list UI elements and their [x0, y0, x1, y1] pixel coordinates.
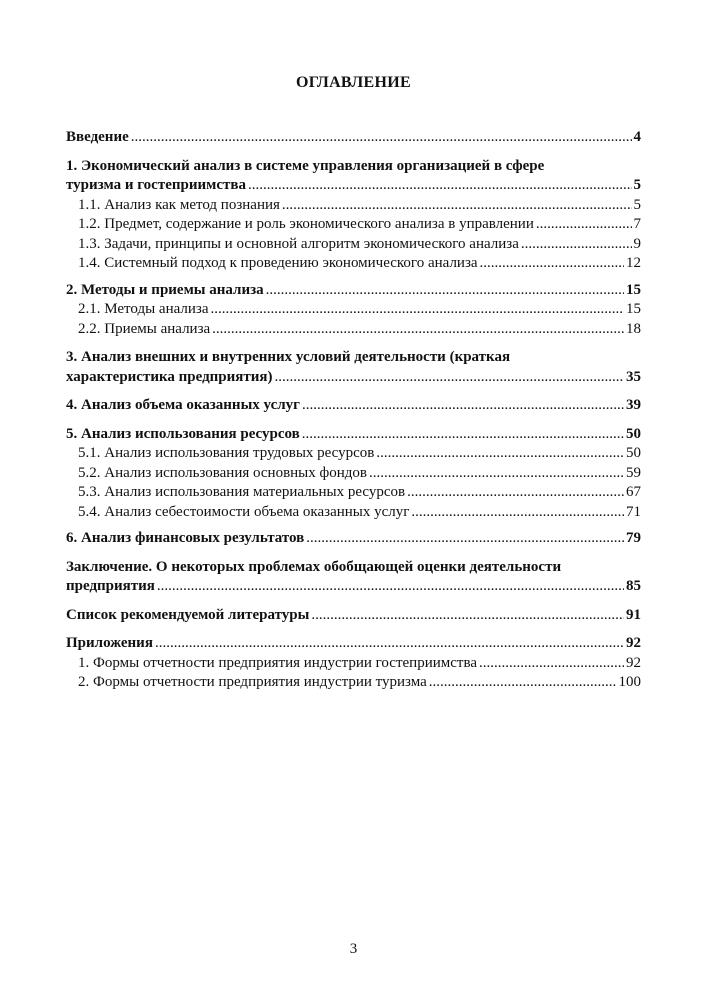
- toc-entry-title: 1. Формы отчетности предприятия индустрии гостеприимства: [78, 654, 477, 671]
- toc-entry-title-line1: 3. Анализ внешних и внутренних условий деятельности (краткая: [66, 349, 511, 365]
- dot-leader: [155, 634, 624, 654]
- dot-leader: [266, 281, 624, 301]
- dot-leader: [275, 368, 624, 388]
- toc-entry-page: 59: [626, 464, 641, 481]
- toc-entry-page: 50: [626, 445, 641, 461]
- toc-entry-page: 4: [633, 129, 641, 145]
- toc-entry-page: 79: [626, 530, 641, 546]
- toc-entry-title: 6. Анализ финансовых результатов: [66, 530, 305, 546]
- toc-entry-section-1-3[interactable]: [66, 235, 641, 255]
- toc-entry-page: 92: [626, 654, 641, 671]
- toc-entry-page: 39: [626, 397, 641, 413]
- toc-entry-page: 35: [626, 368, 641, 385]
- dot-leader: [407, 483, 624, 503]
- toc-entry-title: 5.1. Анализ использования трудовых ресурсов: [78, 445, 375, 461]
- toc-entry-title: 4. Анализ объема оказанных услуг: [66, 397, 300, 413]
- toc-entry-title: 5.2. Анализ использования основных фондов: [78, 464, 367, 481]
- toc-entry-title: туризма и гостеприимства: [66, 177, 246, 193]
- toc-entry-title: 1.3. Задачи, принципы и основной алгоритм экономического анализа: [78, 235, 519, 252]
- toc-entry-chapter-1[interactable]: [66, 157, 641, 196]
- toc-entry-chapter-6[interactable]: [66, 529, 641, 549]
- dot-leader: [157, 577, 624, 597]
- dot-leader: [306, 529, 624, 549]
- toc-entry-page: 5: [633, 196, 641, 213]
- toc-entry-page: 71: [626, 503, 641, 520]
- toc-entry-title: 1.1. Анализ как метод познания: [78, 196, 280, 213]
- toc-entry-title: 5. Анализ использования ресурсов: [66, 425, 300, 442]
- dot-leader: [369, 464, 624, 484]
- toc-entry-section-5-4[interactable]: [66, 503, 641, 523]
- toc-entry-page: 15: [626, 281, 641, 298]
- toc-entry-title: Введение: [66, 129, 129, 145]
- dot-leader: [479, 654, 624, 674]
- toc-entry-title: Список рекомендуемой литературы: [66, 606, 310, 623]
- toc-entry-chapter-5[interactable]: [66, 425, 641, 445]
- dot-leader: [302, 396, 624, 416]
- toc-entry-chapter-3[interactable]: [66, 348, 641, 387]
- toc-entry-conclusion[interactable]: [66, 558, 641, 597]
- dot-leader: [302, 425, 624, 445]
- toc-entry-section-2-1[interactable]: [66, 300, 641, 320]
- toc-entry-title: 5.4. Анализ себестоимости объема оказанных услуг: [78, 503, 410, 520]
- toc-entry-title: 2. Формы отчетности предприятия индустрии туризма: [78, 674, 427, 690]
- toc-entry-page: 91: [626, 606, 641, 623]
- dot-leader: [376, 444, 624, 464]
- toc-entry-title: предприятия: [66, 578, 155, 594]
- toc-entry-page: 5: [633, 177, 641, 193]
- dot-leader: [212, 320, 624, 340]
- toc-entry-chapter-2[interactable]: [66, 281, 641, 301]
- dot-leader: [311, 606, 624, 626]
- toc-entry-page: 12: [626, 255, 641, 271]
- dot-leader: [480, 254, 624, 274]
- dot-leader: [521, 235, 632, 255]
- toc-entry-title-line1: Заключение. О некоторых проблемах обобщающей оценки деятельности: [66, 558, 562, 575]
- toc-entry-section-5-1[interactable]: [66, 444, 641, 464]
- page-title: ОГЛАВЛЕНИЕ: [296, 74, 411, 91]
- toc-entry-page: 50: [626, 425, 641, 442]
- toc-entry-page: 85: [626, 578, 641, 594]
- toc-entry-appendix-1[interactable]: [66, 654, 641, 674]
- toc-entry-bibliography[interactable]: [66, 606, 641, 626]
- dot-leader: [248, 176, 632, 196]
- toc-entry-section-2-2[interactable]: [66, 320, 641, 340]
- toc-entry-section-5-2[interactable]: [66, 464, 641, 484]
- dot-leader: [536, 215, 632, 235]
- dot-leader: [282, 196, 632, 216]
- toc-entry-title: 1.2. Предмет, содержание и роль экономического анализа в управлении: [78, 216, 534, 232]
- toc-entry-page: 15: [626, 301, 641, 317]
- toc-entry-title: 2. Методы и приемы анализа: [66, 281, 264, 298]
- toc-entry-appendices[interactable]: [66, 634, 641, 654]
- page-number: 3: [349, 941, 358, 957]
- toc-entry-page: 7: [633, 216, 641, 232]
- toc-entry-chapter-4[interactable]: [66, 396, 641, 416]
- dot-leader: [131, 128, 632, 148]
- toc-entry-page: 18: [626, 320, 641, 337]
- dot-leader: [411, 503, 624, 523]
- toc-entry-page: 92: [626, 635, 641, 651]
- toc-entry-section-5-3[interactable]: [66, 483, 641, 503]
- toc-entry-title: 2.2. Приемы анализа: [78, 320, 211, 337]
- dot-leader: [211, 300, 624, 320]
- toc-entry-title-line1: 1. Экономический анализ в системе управления организацией в сфере: [66, 157, 545, 174]
- toc-entry-page: 9: [633, 235, 641, 252]
- toc-entry-page: 100: [618, 674, 641, 690]
- toc-entry-section-1-4[interactable]: [66, 254, 641, 274]
- toc-entry-title: Приложения: [66, 635, 153, 651]
- toc-entry-title: 5.3. Анализ использования материальных ресурсов: [78, 484, 406, 500]
- toc-entry-title: характеристика предприятия): [66, 368, 273, 385]
- toc-entry-title: 2.1. Методы анализа: [78, 301, 209, 317]
- toc-entry-appendix-2[interactable]: [66, 673, 641, 693]
- toc-entry-page: 67: [626, 484, 641, 500]
- toc-entry-section-1-1[interactable]: [66, 196, 641, 216]
- toc-entry-section-1-2[interactable]: [66, 215, 641, 235]
- dot-leader: [429, 673, 617, 693]
- toc-entry-introduction[interactable]: [66, 128, 641, 148]
- table-of-contents: [66, 128, 641, 693]
- toc-entry-title: 1.4. Системный подход к проведению экономического анализа: [78, 255, 478, 271]
